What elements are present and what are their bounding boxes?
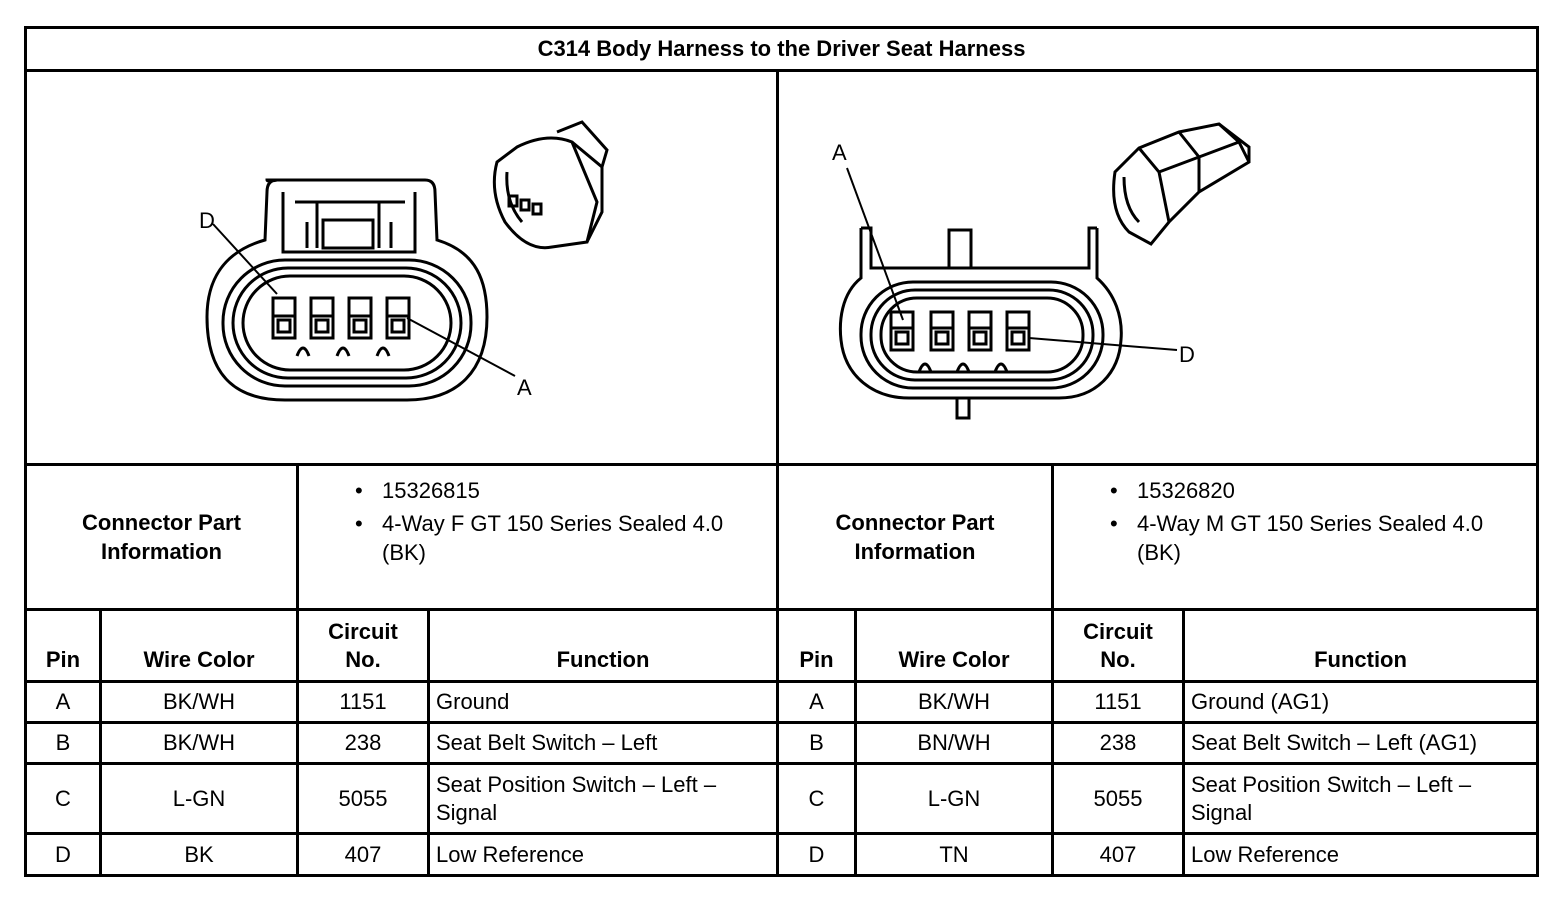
part-number: 15326815 bbox=[382, 478, 480, 503]
table-cell-pin: B bbox=[809, 730, 824, 755]
part-info-list bbox=[327, 476, 767, 567]
table-cell-circuit: 1151 bbox=[1094, 689, 1142, 714]
column-header-function: Function bbox=[556, 647, 650, 672]
table-cell-function: Low Reference bbox=[436, 841, 584, 867]
part-number: 15326820 bbox=[1137, 478, 1235, 503]
table-cell-circuit: 407 bbox=[344, 841, 382, 867]
connector-part-info-label: Connector Part Information bbox=[82, 510, 241, 564]
bullet-icon: • bbox=[355, 478, 363, 503]
column-header-pin: Pin bbox=[45, 647, 81, 672]
table-cell-pin: D bbox=[808, 841, 825, 867]
table-cell-circuit: 1151 bbox=[339, 689, 387, 714]
list-item bbox=[327, 509, 767, 567]
table-cell-function: Seat Position Switch – Left – Signal bbox=[1191, 771, 1472, 825]
table-cell-wire-color: BK bbox=[184, 841, 214, 867]
table-cell-function: Seat Position Switch – Left – Signal bbox=[436, 771, 717, 825]
table-cell-pin: D bbox=[55, 841, 71, 867]
table-cell-circuit: 238 bbox=[1099, 730, 1137, 755]
list-item bbox=[327, 476, 767, 505]
table-cell-wire-color: L-GN bbox=[172, 785, 226, 811]
male-connector-diagram bbox=[779, 72, 1536, 463]
table-cell-wire-color: TN bbox=[939, 841, 969, 867]
callout-label: D bbox=[1179, 342, 1195, 367]
table-cell-function: Ground (AG1) bbox=[1191, 689, 1330, 714]
column-header-pin: Pin bbox=[799, 647, 834, 672]
table-cell-pin: C bbox=[55, 785, 71, 811]
table-cell-circuit: 5055 bbox=[338, 785, 388, 811]
column-header-wire-color: Wire Color bbox=[143, 647, 255, 672]
column-header-function: Function bbox=[1314, 647, 1407, 672]
table-cell-pin: A bbox=[809, 689, 824, 714]
bullet-icon: • bbox=[1110, 478, 1118, 503]
list-item bbox=[1082, 509, 1526, 567]
column-header-circuit: Circuit No. bbox=[328, 619, 398, 672]
table-cell-function: Ground bbox=[436, 689, 510, 714]
part-description: 4-Way M GT 150 Series Sealed 4.0 (BK) bbox=[1137, 511, 1484, 565]
table-cell-wire-color: BN/WH bbox=[917, 730, 991, 755]
part-info-list bbox=[1082, 476, 1526, 567]
connector-part-info-label: Connector Part Information bbox=[835, 510, 995, 564]
part-description: 4-Way F GT 150 Series Sealed 4.0 (BK) bbox=[382, 511, 724, 565]
table-cell-pin: A bbox=[55, 689, 71, 714]
table-cell-pin: C bbox=[808, 785, 825, 811]
table-cell-function: Seat Belt Switch – Left bbox=[436, 730, 658, 755]
table-cell-wire-color: BK/WH bbox=[162, 689, 236, 714]
table-cell-pin: B bbox=[55, 730, 71, 755]
callout-label: A bbox=[517, 375, 532, 400]
table-cell-circuit: 238 bbox=[344, 730, 382, 755]
column-header-wire-color: Wire Color bbox=[898, 647, 1010, 672]
table-cell-wire-color: BK/WH bbox=[162, 730, 236, 755]
page-title: C314 Body Harness to the Driver Seat Harness bbox=[537, 36, 1026, 61]
table-cell-function: Seat Belt Switch – Left (AG1) bbox=[1191, 730, 1478, 755]
table-cell-function: Low Reference bbox=[1191, 841, 1339, 867]
list-item bbox=[1082, 476, 1526, 505]
table-cell-circuit: 5055 bbox=[1093, 785, 1143, 811]
female-connector-diagram bbox=[27, 72, 776, 463]
table-cell-circuit: 407 bbox=[1099, 841, 1137, 867]
table-cell-wire-color: BK/WH bbox=[917, 689, 991, 714]
bullet-icon: • bbox=[1110, 511, 1118, 536]
callout-label: A bbox=[832, 140, 847, 165]
bullet-icon: • bbox=[355, 511, 363, 536]
table-cell-wire-color: L-GN bbox=[927, 785, 981, 811]
column-header-circuit: Circuit No. bbox=[1083, 619, 1153, 672]
callout-label: D bbox=[199, 208, 215, 233]
